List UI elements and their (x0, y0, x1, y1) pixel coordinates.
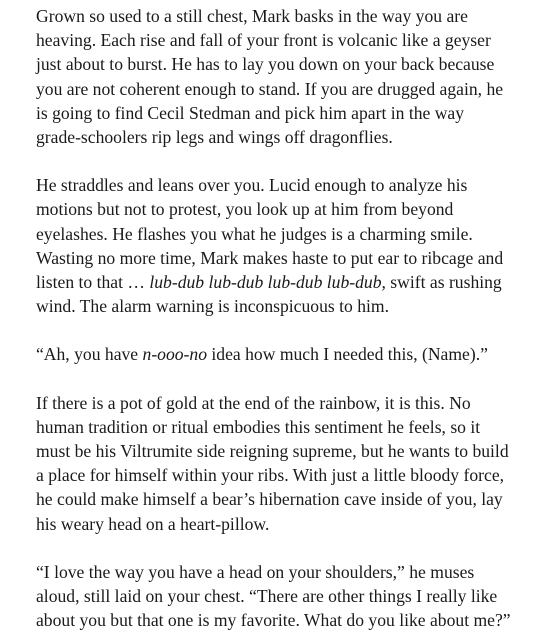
heartbeat-sound: lub-dub lub-dub lub-dub lub-dub, (149, 272, 386, 293)
paragraph-1 (36, 4, 512, 149)
paragraph-3 (36, 342, 512, 366)
paragraph-2 (36, 173, 512, 318)
paragraph-2-text-a: He straddles and leans over you. Lucid enough to analyze his motions but not to protest, you look up at him from beyond eyelashes. He flashes you what he judges is a charming smile. Wasting no more time, Mark makes haste to put ear to ribcage and listen to that … (36, 175, 504, 293)
paragraph-3-text-b: idea how much I needed this, (Name).” (207, 344, 488, 365)
paragraph-4 (36, 391, 512, 536)
paragraph-5-text: “I love the way you have a head on your shoulders,” he muses aloud, still laid on your chest. “There are other things I really like about you but that one is my favorite. What do you like about me?” (36, 561, 511, 631)
paragraph-2-text-b: swift as rushing wind. The alarm warning is inconspicuous to him. (36, 272, 502, 317)
paragraph-3-text-a: “Ah, you have (36, 344, 143, 365)
stutter-word: n-ooo-no (142, 344, 208, 365)
paragraph-5 (36, 560, 512, 632)
paragraph-1-text: Grown so used to a still chest, Mark basks in the way you are heaving. Each rise and fall of your front is volcanic like a geyser just about to burst. He has to lay you down on your back because you are not coherent enough to stand. If you are drugged again, he is going to find Cecil Stedman and pick him apart in the way grade-schoolers rip legs and wings off dragonflies. (36, 6, 504, 148)
paragraph-4-text: If there is a pot of gold at the end of the rainbow, it is this. No human tradition or ritual embodies this sentiment he feels, so it must be his Viltrumite side reigning supreme, but he wants to build a place for himself within your ribs. With just a little bloody force, he could make himself a bear’s hibernation cave inside of you, lay his weary head on a heart-pillow. (36, 392, 509, 534)
